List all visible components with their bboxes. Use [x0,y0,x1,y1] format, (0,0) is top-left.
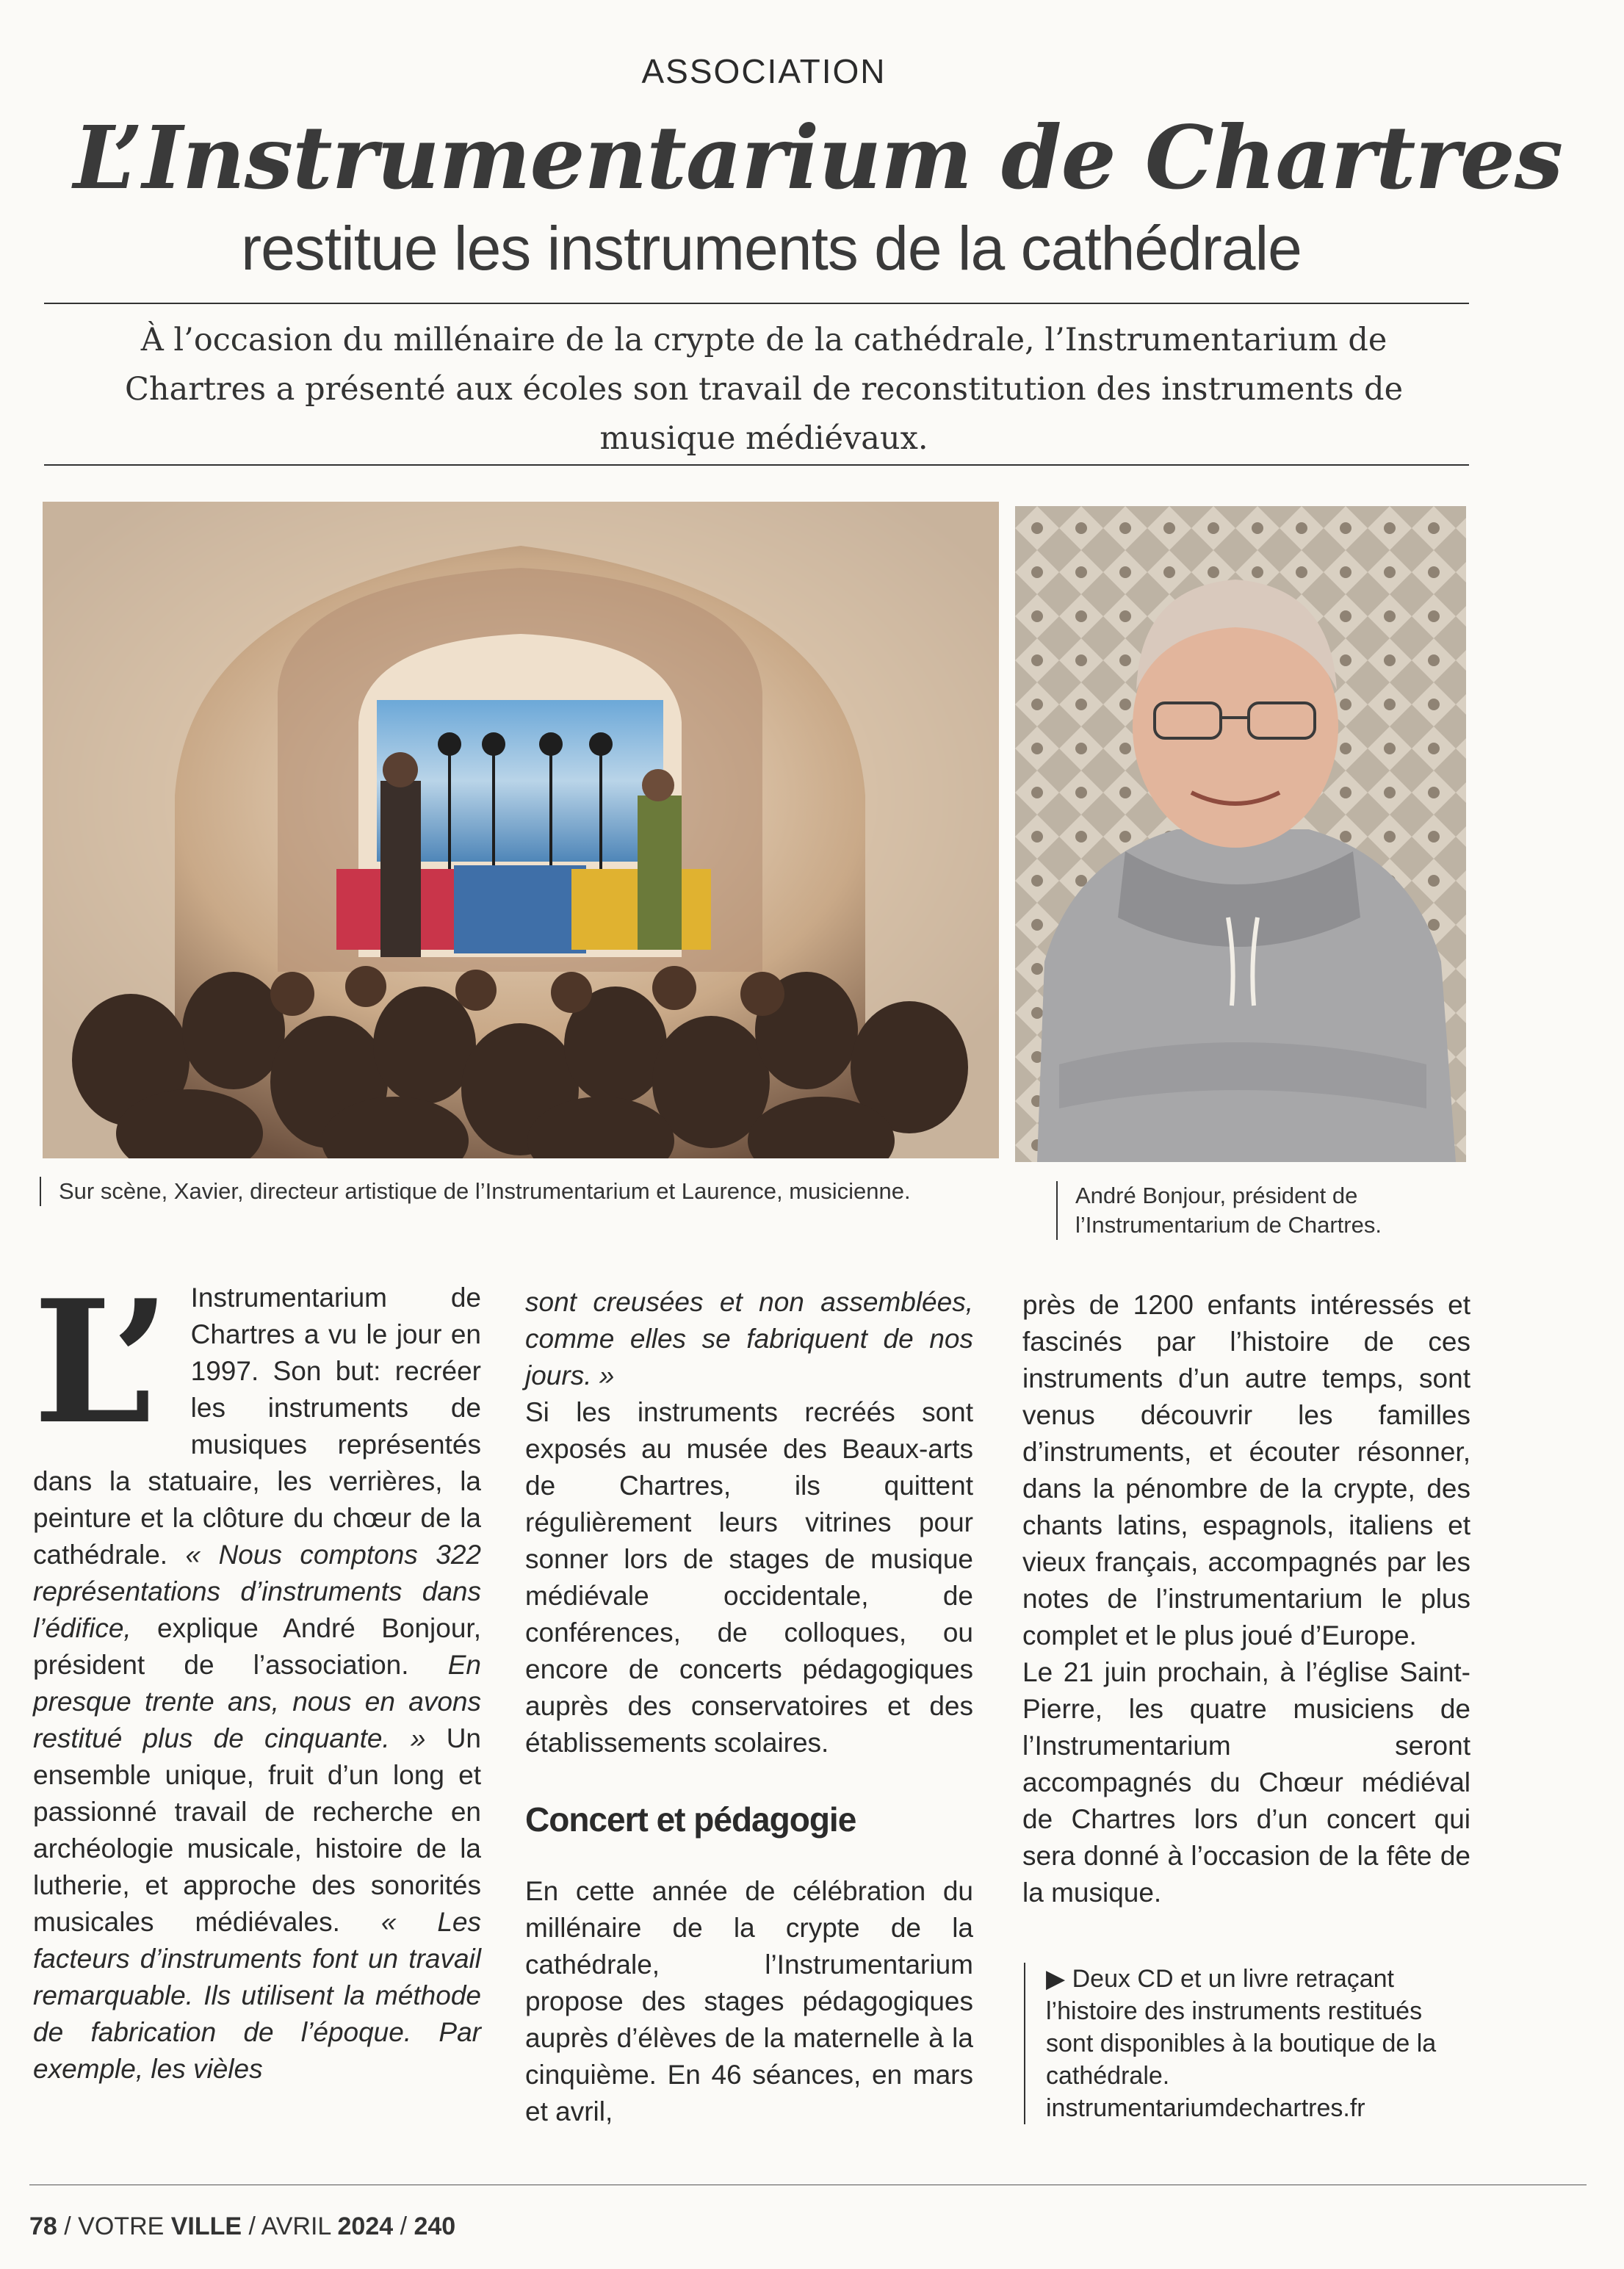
footer-separator: / [242,2212,261,2240]
footer-separator: / [393,2212,414,2240]
info-box-text: Deux CD et un livre retraçant l’histoire des instruments restitués sont disponibles à la boutique de la cathédrale. [1046,1965,1437,2090]
col2-paragraph-1: Si les instruments recréés sont exposés au musée des Beaux-arts de Chartres, ils quittent régulièrement leurs vitrines pour sonner lors de stages de musique médiévale occidentale, de conférences, de colloques, ou encore de concerts pédagogiques auprès des conservatoires et des établissements scolaires. [525,1397,973,1758]
col1-quote-3: « Les facteurs d’instruments font un travail remarquable. Ils utilisent la méthode de fabrication de l’époque. Par exemple, les vièles [33,1907,482,2084]
website-link[interactable]: instrumentariumdechartres.fr [1046,2094,1365,2122]
arrow-icon: ▶ [1046,1965,1066,1993]
issue-number: 240 [414,2212,456,2240]
col1-quote-1: « Nous comptons 322 représentations d’instruments dans l’édifice, [33,1540,481,1643]
drop-cap: L’ [33,1263,170,1462]
issue-year: 2024 [337,2212,394,2240]
col1-text-2: explique André Bonjour, président de l’association. [33,1613,481,1680]
kicker: ASSOCIATION [641,52,887,90]
article-column-1 [33,1263,482,2088]
issue-month: AVRIL [261,2212,338,2240]
col1-text-3: Un ensemble unique, fruit d’un long et passionné travail de recherche en archéologie musicale, histoire de la lutherie, et approche des sonorités musicales médiévales. [33,1723,481,1937]
article-column-2 [525,1284,973,2130]
concert-photo [43,502,999,1158]
col3-paragraph-2: Le 21 juin prochain, à l’église Saint-Pierre, les quatre musiciens de l’Instrumentarium seront accompagnés du Chœur médiéval de Chartres lors d’un concert qui sera donné à l’occasion de la fête de la musique. [1022,1657,1470,1908]
magazine-name-2: VILLE [170,2212,242,2240]
page-number: 78 [29,2212,57,2240]
footer-separator: / [57,2212,79,2240]
page-title: L’Instrumentarium de Chartres [73,107,1563,209]
page-subtitle: restitue les instruments de la cathédrale [241,214,1302,283]
lead-rule [44,464,1469,466]
header-rule [44,303,1469,304]
col2-paragraph-2: En cette année de célébration du millénaire de la crypte de la cathédrale, l’Instrumentarium propose des stages pédagogiques auprès d’élèves de la maternelle à la cinquième. En 46 séances, en mars et avril, [525,1876,973,2126]
col1-quote-2: En presque trente ans, nous en avons restitué plus de cinquante. » [33,1650,481,1753]
magazine-name-1: VOTRE [78,2212,171,2240]
section-subhead: Concert et pédagogie [525,1800,856,1839]
portrait-photo [1015,506,1466,1162]
concert-photo-caption: Sur scène, Xavier, directeur artistique de l’Instrumentarium et Laurence, musicienne. [40,1177,940,1206]
page-footer [29,2212,455,2241]
article-column-3 [1022,1287,1470,1911]
lead-paragraph: À l’occasion du millénaire de la crypte de la cathédrale, l’Instrumentarium de Chartres a présenté aux écoles son travail de reconstitution des instruments de musique médiévaux. [124,322,1404,457]
portrait-photo-caption: André Bonjour, président de l’Instrumentarium de Chartres. [1056,1181,1443,1240]
col3-paragraph-1: près de 1200 enfants intéressés et fascinés par l’histoire de ces instruments d’un autre temps, sont venus découvrir les familles d’instruments, et écouter résonner, dans la pénombre de la crypte, des chants latins, espagnols, italiens et vieux français, accompagnés par les notes de l’instrumentarium le plus complet et le plus joué d’Europe. [1022,1290,1470,1651]
col1-text-1: Instrumentarium de Chartres a vu le jour en 1997. Son but: recréer les instruments de musiques représentés dans la statuaire, les verrières, la peinture et la clôture du chœur de la cathédrale. [33,1283,481,1570]
col2-quote: sont creusées et non assemblées, comme elles se fabriquent de nos jours. » [525,1287,973,1390]
info-box [1024,1963,1472,2124]
